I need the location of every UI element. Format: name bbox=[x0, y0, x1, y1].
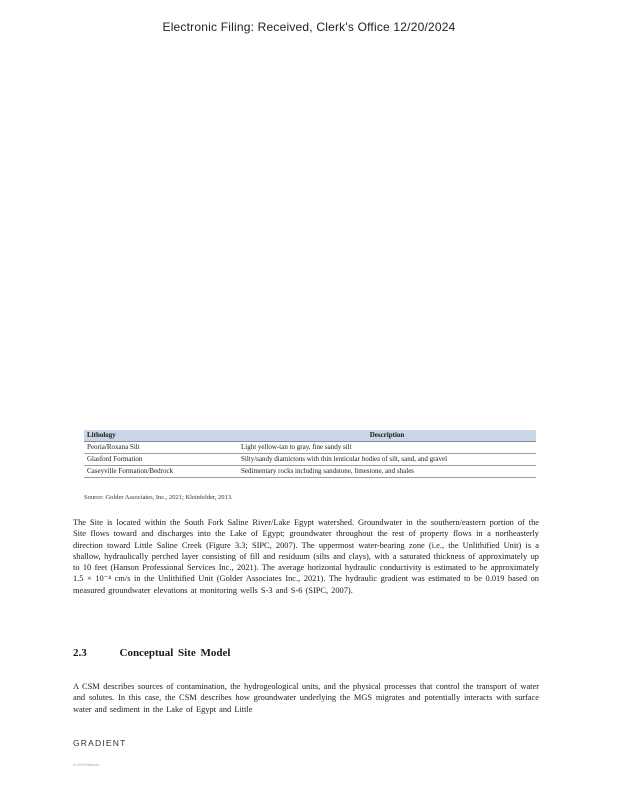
description-cell: Sedimentary rocks including sandstone, limestone, and shales bbox=[238, 466, 536, 478]
table-row bbox=[84, 442, 536, 454]
lithology-cell: Peoria/Roxana Silt bbox=[84, 442, 238, 454]
table-row bbox=[84, 454, 536, 466]
table-header-row bbox=[84, 430, 536, 442]
table-row bbox=[84, 466, 536, 478]
csm-paragraph: A CSM describes sources of contamination, the hydrogeological units, and the physical processes that control the transport of water and solutes. In this case, the CSM describes how groundwater underlying the MGS migrates and potentially interacts with surface water and sediment in the Lake of Egypt and Little bbox=[73, 682, 539, 714]
section-number: 2.3 bbox=[73, 647, 87, 659]
header-lithology: Lithology bbox=[84, 430, 238, 442]
table-source-note: Source: Golder Associates, Inc., 2021; Kleinfelder, 2013. bbox=[84, 494, 233, 501]
description-cell: Silty/sandy diamictons with thin lenticular bodies of silt, sand, and gravel bbox=[238, 454, 536, 466]
filing-header: Electronic Filing: Received, Clerk's Office 12/20/2024 bbox=[162, 20, 456, 34]
section-heading bbox=[73, 647, 473, 659]
lithology-cell: Caseyville Formation/Bedrock bbox=[84, 466, 238, 478]
header-description: Description bbox=[238, 430, 536, 442]
lithology-cell: Glasford Formation bbox=[84, 454, 238, 466]
file-path-footnote: K:\2024\Illinois bbox=[73, 762, 100, 767]
section-title: Conceptual Site Model bbox=[119, 647, 231, 659]
lithology-table bbox=[84, 430, 536, 478]
description-cell: Light yellow-tan to gray, fine sandy silt bbox=[238, 442, 536, 454]
gradient-logo: GRADIENT bbox=[73, 738, 127, 748]
hydrogeology-paragraph: The Site is located within the South Fork Saline River/Lake Egypt watershed. Groundwater in the southern/eastern portion of the Site flows toward and discharges into the Lake of Egypt; groundwater throughout the rest of property flows in a northeasterly direction toward Little Saline Creek (Figure 3.3; SIPC, 2007). The uppermost water-bearing zone (i.e., the Unlithified Unit) is a shallow, hydraulically perched layer consisting of fill and residuum (silts and clays), with a saturated thickness of approximately up to 10 feet (Hanson Professional Services Inc., 2021). The average horizontal hydraulic conductivity is estimated to be approximately 1.5 × 10⁻⁴ cm/s in the Unlithified Unit (Golder Associates Inc., 2021). The hydraulic gradient was estimated to be 0.019 based on measured groundwater elevations at monitoring wells S-3 and S-6 (SIPC, 2007). bbox=[73, 518, 539, 595]
